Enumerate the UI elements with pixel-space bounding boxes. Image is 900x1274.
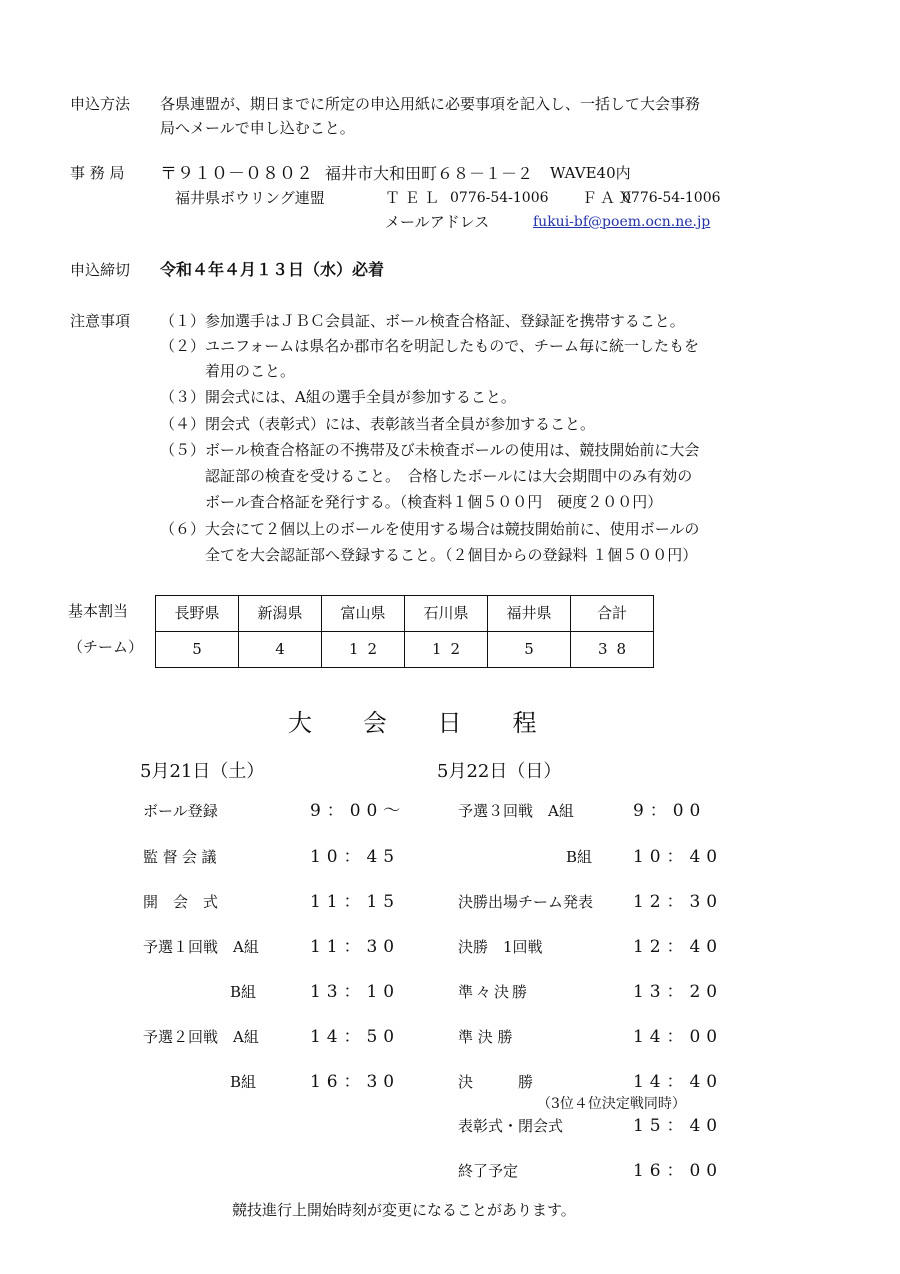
quota-table: [155, 595, 654, 668]
note-line: 参加選手はＪＢＣ会員証、ボール検査合格証、登録証を携帯すること。: [205, 312, 685, 330]
note-line: 閉会式（表彰式）には、表彰該当者全員が参加すること。: [205, 415, 596, 433]
day1-heading: 5月21日（土）: [140, 761, 265, 782]
day2-event-label: 表彰式・閉会式: [458, 1117, 564, 1135]
tel-number: 0776-54-1006: [450, 190, 549, 206]
day2-event-label: 決勝出場チーム発表: [458, 893, 594, 911]
notes-label: 注意事項: [70, 312, 131, 330]
quota-unit-label: （チーム）: [68, 638, 144, 656]
day1-event-label: 予選２回戦 A組: [143, 1028, 259, 1046]
day1-event-time: 10：45: [310, 847, 401, 867]
day1-event-label: B組: [230, 983, 257, 1001]
day1-event-label: 監督会議: [143, 848, 222, 866]
day2-event-time: 14：00: [633, 1027, 724, 1047]
quota-header-fukui: 福井県: [488, 596, 571, 632]
quota-value-row: [156, 632, 654, 668]
fax-label: ＦＡＸ: [582, 189, 637, 207]
quota-value-ishikawa: 12: [405, 632, 488, 668]
note-line: 全てを大会認証部へ登録すること。（２個目からの登録料 １個５００円）: [205, 546, 698, 564]
day2-event-label: 決 勝: [458, 1073, 534, 1091]
note-number: （５）: [160, 441, 206, 459]
day2-event-time: 14：40: [633, 1072, 724, 1092]
quota-header-toyama: 富山県: [322, 596, 405, 632]
schedule-title: 大 会 日 程: [288, 709, 559, 737]
day2-event-label: 終了予定: [458, 1162, 519, 1180]
quota-label: 基本割当: [68, 602, 129, 620]
note-number: （３）: [160, 388, 206, 406]
day1-event-label: 開 会 式: [143, 893, 219, 911]
note-line: 着用のこと。: [205, 362, 296, 380]
day1-event-time: 11：30: [310, 937, 401, 957]
day2-event-label: B組: [566, 848, 593, 866]
office-building: WAVE40内: [550, 164, 631, 182]
day2-event-time: 12：30: [633, 892, 724, 912]
office-address: 福井市大和田町６８－１－２: [325, 164, 534, 183]
quota-header-nagano: 長野県: [156, 596, 239, 632]
note-line: 大会にて２個以上のボールを使用する場合は競技開始前に、使用ボールの: [205, 520, 700, 538]
note-number: （１）: [160, 312, 206, 330]
note-line: ボール検査合格証の不携帯及び未検査ボールの使用は、競技開始前に大会: [205, 441, 700, 459]
day2-heading: 5月22日（日）: [437, 761, 562, 782]
day2-event-time: 15：40: [633, 1116, 724, 1136]
application-label: 申込方法: [70, 95, 131, 113]
day2-event-time: 10：40: [633, 847, 724, 867]
day2-final-note: （3位４位決定戦同時）: [537, 1096, 686, 1112]
quota-value-total: 38: [571, 632, 654, 668]
day1-event-time: 13：10: [310, 982, 401, 1002]
deadline-label: 申込締切: [70, 261, 131, 279]
office-label: 事 務 局: [70, 164, 125, 182]
day2-event-label: 準々決勝: [458, 983, 531, 1001]
note-number: （６）: [160, 520, 206, 538]
schedule-footer-note: 競技進行上開始時刻が変更になることがあります。: [232, 1201, 576, 1219]
day1-event-time: 14：50: [310, 1027, 401, 1047]
office-org: 福井県ボウリング連盟: [175, 189, 325, 207]
day2-event-time: 9：00: [633, 801, 707, 821]
day1-event-label: ボール登録: [143, 802, 218, 820]
tel-label: ＴＥＬ: [385, 189, 444, 207]
day1-event-label: 予選１回戦 A組: [143, 938, 259, 956]
application-line-1: 各県連盟が、期日までに所定の申込用紙に必要事項を記入し、一括して大会事務: [160, 95, 701, 113]
day2-event-label: 準 決 勝: [458, 1028, 513, 1046]
note-line: 認証部の検査を受けること。 合格したボールには大会期間中のみ有効の: [205, 467, 693, 485]
mail-label: メールアドレス: [385, 213, 490, 231]
quota-value-niigata: 4: [239, 632, 322, 668]
day1-event-time: 9：00～: [310, 801, 407, 821]
day2-event-label: 予選３回戦 A組: [458, 802, 574, 820]
day2-event-time: 12：40: [633, 937, 724, 957]
day1-event-time: 11：15: [310, 892, 401, 912]
office-postal-code: 〒９１０－０８０２: [160, 164, 313, 184]
mail-link[interactable]: fukui-bf@poem.ocn.ne.jp: [533, 214, 711, 230]
day2-event-time: 13：20: [633, 982, 724, 1002]
quota-value-fukui: 5: [488, 632, 571, 668]
day2-event-label: 決勝 1回戦: [458, 938, 543, 956]
note-line: ユニフォームは県名か郡市名を明記したもので、チーム毎に統一したもを: [205, 337, 699, 355]
deadline-value: 令和４年４月１３日（水）必着: [160, 260, 385, 279]
quota-header-total: 合計: [571, 596, 654, 632]
day2-event-time: 16：00: [633, 1161, 724, 1181]
quota-header-ishikawa: 石川県: [405, 596, 488, 632]
note-number: （２）: [160, 337, 206, 355]
quota-header-niigata: 新潟県: [239, 596, 322, 632]
note-number: （４）: [160, 415, 206, 433]
application-line-2: 局へメールで申し込むこと。: [160, 119, 355, 137]
fax-number: 0776-54-1006: [622, 190, 721, 206]
quota-value-toyama: 12: [322, 632, 405, 668]
note-line: ボール査合格証を発行する。（検査料１個５００円 硬度２００円）: [205, 493, 663, 511]
note-line: 開会式には、A組の選手全員が参加すること。: [205, 388, 516, 406]
quota-header-row: [156, 596, 654, 632]
quota-value-nagano: 5: [156, 632, 239, 668]
day1-event-label: B組: [230, 1073, 257, 1091]
day1-event-time: 16：30: [310, 1072, 401, 1092]
